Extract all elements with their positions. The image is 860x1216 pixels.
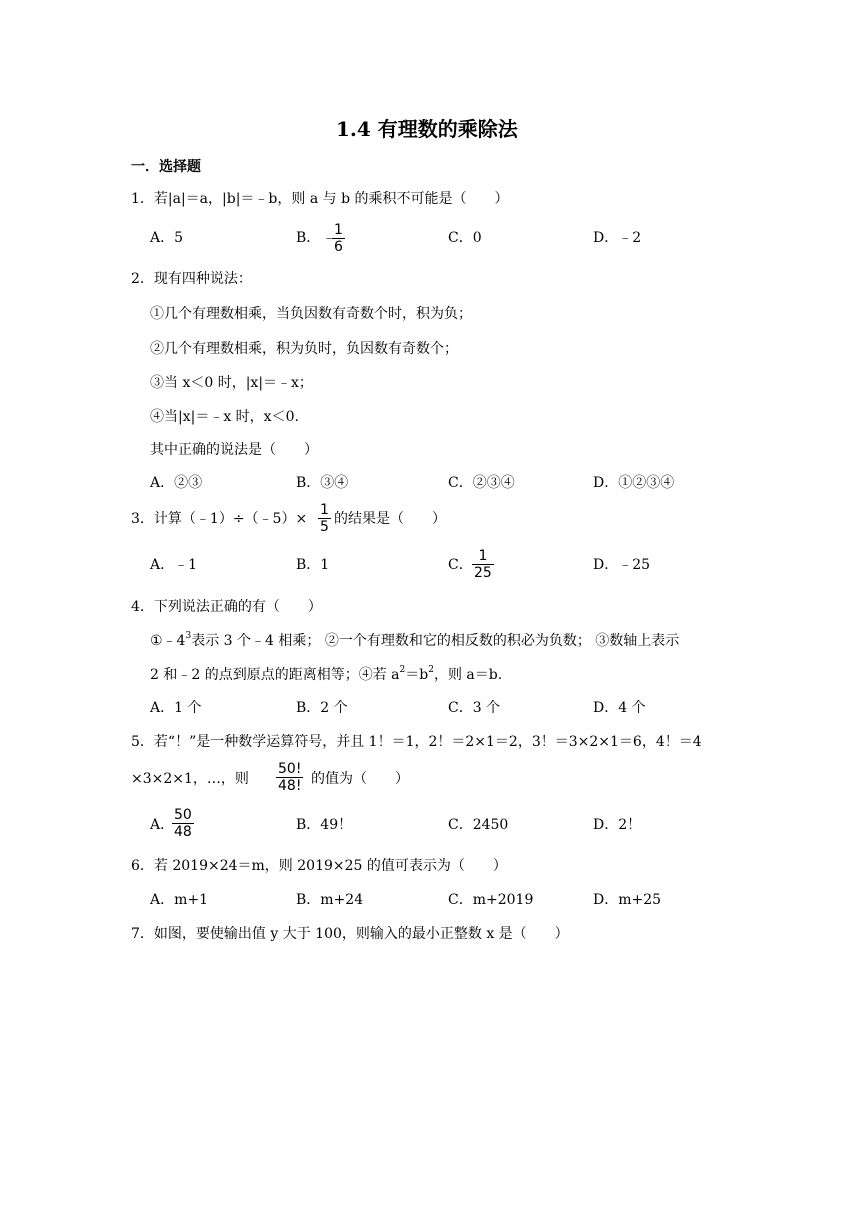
q1-option-b-label: B． [296, 230, 321, 246]
q3-option-b: B．1 [296, 557, 330, 573]
question-4-stem: 4．下列说法正确的有（ ） [131, 599, 322, 615]
q4-option-c: C．3 个 [448, 700, 501, 716]
q3-option-c-label: C． [448, 557, 473, 573]
q5-option-b: B．49！ [296, 817, 353, 833]
q3-option-d: D．﹣25 [593, 557, 651, 573]
q4-line2-b: ＝b [405, 667, 429, 683]
question-5-line-2-pre: ×3×2×1，…，则 [131, 771, 249, 787]
q1-option-d: D．﹣2 [593, 230, 642, 246]
question-3-stem-pre: 3．计算（﹣1）÷（﹣5）× [131, 511, 308, 527]
fraction-numerator: 1 [478, 548, 488, 564]
q5-option-a-label: A． [150, 817, 175, 833]
q4-line2-a: 2 和﹣2 的点到原点的距离相等；④若 a [150, 667, 400, 683]
q4-line1-b: 表示 3 个﹣4 相乘； ②一个有理数和它的相反数的积必为负数； ③数轴上表示 [191, 633, 680, 649]
q1-option-b-fraction [332, 222, 345, 255]
q5-option-d: D．2！ [593, 817, 642, 833]
q2-ask: 其中正确的说法是（ ） [150, 442, 318, 458]
q2-statement-4: ④当|x|＝﹣x 时，x＜0. [150, 409, 299, 425]
fraction-denominator: 48 [174, 824, 192, 840]
q2-option-a: A．②③ [150, 475, 203, 491]
q6-option-c: C．m+2019 [448, 892, 534, 908]
q2-statement-1: ①几个有理数相乘，当负因数有奇数个时，积为负； [150, 306, 472, 322]
fraction-numerator: 1 [334, 222, 343, 238]
q4-line-1 [150, 632, 679, 650]
q2-statement-2: ②几个有理数相乘，积为负时，负因数有奇数个； [150, 341, 458, 357]
q2-option-b: B．③④ [296, 475, 349, 491]
fraction-numerator: 50 [174, 807, 192, 823]
q4-line1-exponent: 3 [185, 631, 192, 641]
fraction-denominator: 25 [474, 565, 492, 581]
fraction-numerator: 1 [320, 502, 329, 518]
q6-option-d: D．m+25 [593, 892, 662, 908]
fraction-denominator: 6 [334, 239, 343, 255]
question-7-stem: 7．如图，要使输出值 y 大于 100，则输入的最小正整数 x 是（ ） [131, 926, 569, 942]
question-5-line-1: 5．若“！”是一种数学运算符号，并且 1！＝1，2！＝2×1＝2，3！＝3×2×1＝6，4！＝4 [131, 734, 702, 750]
q4-option-a: A．1 个 [150, 700, 202, 716]
q2-option-c: C．②③④ [448, 475, 515, 491]
q4-line2-exponent-1: 2 [399, 665, 406, 675]
question-1-stem: 1．若|a|＝a，|b|＝﹣b，则 a 与 b 的乘积不可能是（ ） [131, 191, 509, 207]
q4-line2-exponent-2: 2 [428, 665, 434, 675]
q4-option-b: B．2 个 [296, 700, 348, 716]
q1-option-b-sign: ﹣ [322, 230, 336, 246]
q6-option-b: B．m+24 [296, 892, 364, 908]
page-title: 1.4 有理数的乘除法 [336, 117, 518, 141]
q1-option-a: A．5 [150, 230, 184, 246]
q2-option-d: D．①②③④ [593, 475, 675, 491]
question-6-stem: 6．若 2019×24＝m，则 2019×25 的值可表示为（ ） [131, 858, 507, 874]
q3-option-c-fraction [472, 548, 494, 581]
question-5-line-2-post: 的值为（ ） [311, 771, 409, 787]
q1-option-c: C．0 [448, 230, 482, 246]
fraction-denominator: 5 [320, 519, 329, 535]
q4-line1-a: ①﹣4 [150, 633, 186, 649]
q6-option-a: A．m+1 [150, 892, 209, 908]
fraction-denominator: 48! [278, 778, 302, 794]
q4-line2-c: ，则 a＝b. [433, 667, 503, 683]
question-2-stem: 2．现有四种说法： [131, 271, 252, 287]
q4-option-d: D．4 个 [593, 700, 646, 716]
question-3-stem-post: 的结果是（ ） [334, 511, 446, 527]
q3-stem-fraction [318, 502, 331, 535]
q5-option-a-fraction [172, 807, 194, 840]
fraction-numerator: 50! [278, 761, 302, 777]
q2-statement-3: ③当 x＜0 时，|x|＝﹣x； [150, 375, 313, 391]
section-heading: 一．选择题 [131, 159, 201, 175]
q5-option-c: C．2450 [448, 817, 509, 833]
q5-stem-fraction [276, 761, 303, 794]
q4-line-2 [150, 666, 502, 684]
q3-option-a: A．﹣1 [150, 557, 198, 573]
